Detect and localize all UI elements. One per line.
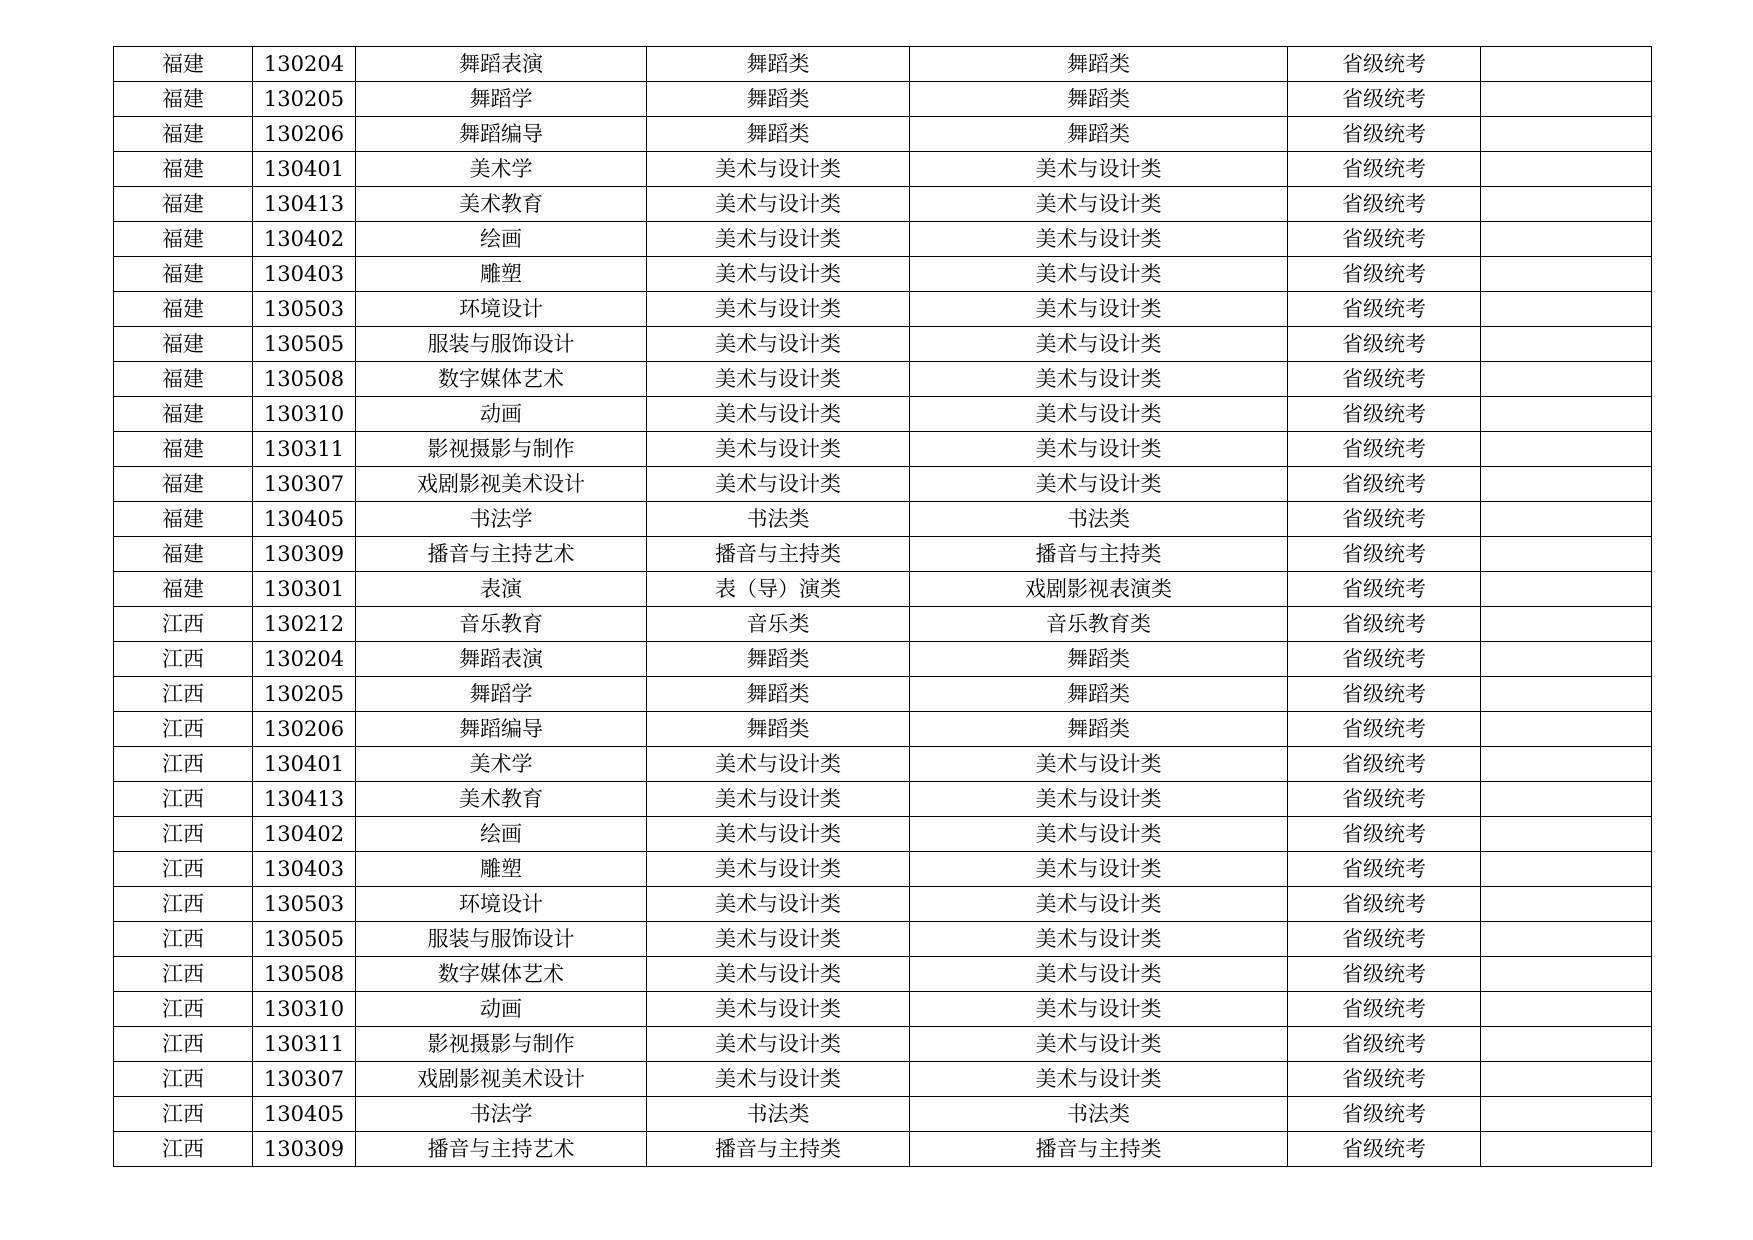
exam-category-cell: 美术与设计类 [910,957,1288,992]
table-row [114,152,1652,187]
major-code-cell: 130413 [253,782,356,817]
table-row [114,922,1652,957]
major-name-cell: 动画 [356,397,647,432]
province-cell: 江西 [114,1097,253,1132]
major-code-cell: 130505 [253,922,356,957]
province-cell: 福建 [114,362,253,397]
note-cell [1481,817,1652,852]
exam-category-cell: 美术与设计类 [910,222,1288,257]
major-category-table [113,46,1652,1167]
province-cell: 江西 [114,887,253,922]
exam-type-cell: 省级统考 [1288,957,1481,992]
major-name-cell: 舞蹈表演 [356,642,647,677]
major-name-cell: 播音与主持艺术 [356,537,647,572]
exam-category-cell: 舞蹈类 [910,82,1288,117]
note-cell [1481,257,1652,292]
exam-category-cell: 书法类 [910,502,1288,537]
province-cell: 福建 [114,257,253,292]
major-code-cell: 130206 [253,712,356,747]
major-code-cell: 130403 [253,852,356,887]
major-code-cell: 130309 [253,1132,356,1167]
exam-type-cell: 省级统考 [1288,817,1481,852]
category-cell: 美术与设计类 [647,257,910,292]
note-cell [1481,887,1652,922]
category-cell: 美术与设计类 [647,187,910,222]
exam-category-cell: 美术与设计类 [910,152,1288,187]
major-code-cell: 130503 [253,887,356,922]
exam-category-cell: 美术与设计类 [910,922,1288,957]
exam-category-cell: 美术与设计类 [910,362,1288,397]
table-row [114,642,1652,677]
exam-category-cell: 美术与设计类 [910,747,1288,782]
exam-type-cell: 省级统考 [1288,677,1481,712]
exam-type-cell: 省级统考 [1288,642,1481,677]
major-name-cell: 舞蹈学 [356,82,647,117]
exam-category-cell: 舞蹈类 [910,712,1288,747]
category-cell: 美术与设计类 [647,957,910,992]
exam-category-cell: 美术与设计类 [910,1062,1288,1097]
province-cell: 江西 [114,1027,253,1062]
major-name-cell: 舞蹈表演 [356,47,647,82]
note-cell [1481,992,1652,1027]
major-name-cell: 美术教育 [356,782,647,817]
major-name-cell: 绘画 [356,817,647,852]
exam-category-cell: 舞蹈类 [910,47,1288,82]
table-row [114,1132,1652,1167]
major-code-cell: 130309 [253,537,356,572]
major-name-cell: 服装与服饰设计 [356,327,647,362]
note-cell [1481,292,1652,327]
province-cell: 江西 [114,747,253,782]
note-cell [1481,117,1652,152]
category-cell: 美术与设计类 [647,782,910,817]
exam-type-cell: 省级统考 [1288,852,1481,887]
province-cell: 福建 [114,222,253,257]
province-cell: 江西 [114,992,253,1027]
exam-category-cell: 书法类 [910,1097,1288,1132]
province-cell: 福建 [114,47,253,82]
province-cell: 福建 [114,432,253,467]
note-cell [1481,47,1652,82]
province-cell: 江西 [114,712,253,747]
note-cell [1481,397,1652,432]
major-name-cell: 美术学 [356,152,647,187]
table-row [114,747,1652,782]
note-cell [1481,152,1652,187]
note-cell [1481,852,1652,887]
category-cell: 美术与设计类 [647,362,910,397]
major-name-cell: 舞蹈编导 [356,712,647,747]
province-cell: 福建 [114,152,253,187]
category-cell: 播音与主持类 [647,537,910,572]
note-cell [1481,677,1652,712]
major-name-cell: 环境设计 [356,887,647,922]
table-row [114,1062,1652,1097]
category-cell: 美术与设计类 [647,432,910,467]
exam-type-cell: 省级统考 [1288,467,1481,502]
major-name-cell: 绘画 [356,222,647,257]
exam-category-cell: 美术与设计类 [910,817,1288,852]
note-cell [1481,712,1652,747]
exam-category-cell: 舞蹈类 [910,117,1288,152]
exam-type-cell: 省级统考 [1288,292,1481,327]
major-code-cell: 130307 [253,467,356,502]
category-cell: 美术与设计类 [647,397,910,432]
exam-category-cell: 美术与设计类 [910,852,1288,887]
category-cell: 美术与设计类 [647,922,910,957]
note-cell [1481,432,1652,467]
province-cell: 江西 [114,852,253,887]
note-cell [1481,782,1652,817]
exam-type-cell: 省级统考 [1288,327,1481,362]
major-name-cell: 影视摄影与制作 [356,432,647,467]
major-code-cell: 130405 [253,1097,356,1132]
major-code-cell: 130307 [253,1062,356,1097]
note-cell [1481,747,1652,782]
major-name-cell: 动画 [356,992,647,1027]
exam-type-cell: 省级统考 [1288,502,1481,537]
major-code-cell: 130311 [253,432,356,467]
major-name-cell: 书法学 [356,502,647,537]
major-code-cell: 130204 [253,47,356,82]
table-row [114,187,1652,222]
note-cell [1481,642,1652,677]
major-name-cell: 影视摄影与制作 [356,1027,647,1062]
exam-category-cell: 音乐教育类 [910,607,1288,642]
major-name-cell: 数字媒体艺术 [356,362,647,397]
category-cell: 美术与设计类 [647,747,910,782]
major-code-cell: 130402 [253,222,356,257]
province-cell: 江西 [114,957,253,992]
exam-type-cell: 省级统考 [1288,117,1481,152]
exam-type-cell: 省级统考 [1288,747,1481,782]
exam-category-cell: 美术与设计类 [910,397,1288,432]
province-cell: 江西 [114,782,253,817]
exam-category-cell: 美术与设计类 [910,1027,1288,1062]
category-cell: 舞蹈类 [647,82,910,117]
category-cell: 舞蹈类 [647,117,910,152]
note-cell [1481,187,1652,222]
table-row [114,782,1652,817]
major-code-cell: 130204 [253,642,356,677]
major-name-cell: 雕塑 [356,257,647,292]
note-cell [1481,957,1652,992]
exam-type-cell: 省级统考 [1288,1132,1481,1167]
exam-type-cell: 省级统考 [1288,432,1481,467]
category-cell: 美术与设计类 [647,292,910,327]
category-cell: 音乐类 [647,607,910,642]
exam-type-cell: 省级统考 [1288,47,1481,82]
exam-category-cell: 美术与设计类 [910,992,1288,1027]
category-cell: 表（导）演类 [647,572,910,607]
major-code-cell: 130301 [253,572,356,607]
category-cell: 美术与设计类 [647,852,910,887]
category-cell: 播音与主持类 [647,1132,910,1167]
table-row [114,712,1652,747]
exam-type-cell: 省级统考 [1288,222,1481,257]
province-cell: 江西 [114,1132,253,1167]
category-cell: 舞蹈类 [647,677,910,712]
major-name-cell: 舞蹈学 [356,677,647,712]
province-cell: 福建 [114,572,253,607]
exam-type-cell: 省级统考 [1288,187,1481,222]
table-row [114,432,1652,467]
province-cell: 福建 [114,292,253,327]
major-name-cell: 环境设计 [356,292,647,327]
category-cell: 舞蹈类 [647,642,910,677]
major-code-cell: 130402 [253,817,356,852]
table-row [114,677,1652,712]
exam-type-cell: 省级统考 [1288,537,1481,572]
major-code-cell: 130311 [253,1027,356,1062]
note-cell [1481,222,1652,257]
major-name-cell: 表演 [356,572,647,607]
province-cell: 福建 [114,187,253,222]
table-body [114,47,1652,1167]
exam-type-cell: 省级统考 [1288,82,1481,117]
table-row [114,1097,1652,1132]
table-row [114,362,1652,397]
major-name-cell: 数字媒体艺术 [356,957,647,992]
table-row [114,607,1652,642]
exam-category-cell: 美术与设计类 [910,782,1288,817]
major-code-cell: 130405 [253,502,356,537]
note-cell [1481,1097,1652,1132]
major-code-cell: 130401 [253,152,356,187]
table-row [114,887,1652,922]
category-cell: 美术与设计类 [647,817,910,852]
province-cell: 福建 [114,327,253,362]
province-cell: 江西 [114,677,253,712]
exam-type-cell: 省级统考 [1288,922,1481,957]
exam-category-cell: 舞蹈类 [910,677,1288,712]
exam-type-cell: 省级统考 [1288,992,1481,1027]
exam-type-cell: 省级统考 [1288,397,1481,432]
note-cell [1481,537,1652,572]
table-row [114,537,1652,572]
exam-category-cell: 播音与主持类 [910,1132,1288,1167]
category-cell: 书法类 [647,1097,910,1132]
province-cell: 福建 [114,467,253,502]
note-cell [1481,327,1652,362]
province-cell: 福建 [114,502,253,537]
province-cell: 福建 [114,397,253,432]
category-cell: 美术与设计类 [647,887,910,922]
exam-type-cell: 省级统考 [1288,607,1481,642]
category-cell: 美术与设计类 [647,1062,910,1097]
table-row [114,47,1652,82]
major-code-cell: 130413 [253,187,356,222]
exam-category-cell: 美术与设计类 [910,327,1288,362]
major-name-cell: 戏剧影视美术设计 [356,467,647,502]
major-code-cell: 130508 [253,362,356,397]
category-cell: 舞蹈类 [647,712,910,747]
major-code-cell: 130310 [253,397,356,432]
exam-type-cell: 省级统考 [1288,1062,1481,1097]
table-row [114,222,1652,257]
exam-type-cell: 省级统考 [1288,712,1481,747]
major-name-cell: 戏剧影视美术设计 [356,1062,647,1097]
major-code-cell: 130403 [253,257,356,292]
note-cell [1481,607,1652,642]
province-cell: 江西 [114,642,253,677]
table-row [114,327,1652,362]
table-row [114,957,1652,992]
province-cell: 江西 [114,1062,253,1097]
table-row [114,397,1652,432]
major-name-cell: 美术教育 [356,187,647,222]
exam-category-cell: 美术与设计类 [910,467,1288,502]
exam-category-cell: 美术与设计类 [910,257,1288,292]
category-cell: 美术与设计类 [647,467,910,502]
province-cell: 福建 [114,82,253,117]
table-row [114,572,1652,607]
major-name-cell: 书法学 [356,1097,647,1132]
province-cell: 江西 [114,607,253,642]
category-cell: 美术与设计类 [647,327,910,362]
exam-type-cell: 省级统考 [1288,152,1481,187]
note-cell [1481,922,1652,957]
exam-type-cell: 省级统考 [1288,257,1481,292]
exam-category-cell: 美术与设计类 [910,887,1288,922]
exam-category-cell: 舞蹈类 [910,642,1288,677]
note-cell [1481,467,1652,502]
exam-category-cell: 美术与设计类 [910,292,1288,327]
exam-type-cell: 省级统考 [1288,572,1481,607]
note-cell [1481,1132,1652,1167]
table-row [114,852,1652,887]
major-code-cell: 130310 [253,992,356,1027]
note-cell [1481,82,1652,117]
table-row [114,292,1652,327]
exam-type-cell: 省级统考 [1288,1027,1481,1062]
table-row [114,502,1652,537]
exam-category-cell: 美术与设计类 [910,432,1288,467]
major-name-cell: 服装与服饰设计 [356,922,647,957]
major-name-cell: 美术学 [356,747,647,782]
exam-type-cell: 省级统考 [1288,362,1481,397]
category-cell: 书法类 [647,502,910,537]
exam-type-cell: 省级统考 [1288,782,1481,817]
table-row [114,82,1652,117]
major-code-cell: 130505 [253,327,356,362]
major-code-cell: 130206 [253,117,356,152]
major-code-cell: 130401 [253,747,356,782]
table-row [114,992,1652,1027]
province-cell: 福建 [114,537,253,572]
exam-type-cell: 省级统考 [1288,887,1481,922]
category-cell: 美术与设计类 [647,992,910,1027]
major-code-cell: 130212 [253,607,356,642]
major-code-cell: 130503 [253,292,356,327]
category-cell: 舞蹈类 [647,47,910,82]
major-name-cell: 音乐教育 [356,607,647,642]
table-row [114,467,1652,502]
exam-category-cell: 播音与主持类 [910,537,1288,572]
note-cell [1481,1062,1652,1097]
table-row [114,257,1652,292]
major-code-cell: 130205 [253,677,356,712]
table-row [114,117,1652,152]
province-cell: 江西 [114,817,253,852]
major-name-cell: 雕塑 [356,852,647,887]
note-cell [1481,1027,1652,1062]
exam-category-cell: 美术与设计类 [910,187,1288,222]
major-code-cell: 130508 [253,957,356,992]
category-cell: 美术与设计类 [647,222,910,257]
note-cell [1481,502,1652,537]
province-cell: 江西 [114,922,253,957]
category-cell: 美术与设计类 [647,152,910,187]
major-code-cell: 130205 [253,82,356,117]
province-cell: 福建 [114,117,253,152]
table-row [114,817,1652,852]
exam-category-cell: 戏剧影视表演类 [910,572,1288,607]
table-row [114,1027,1652,1062]
exam-type-cell: 省级统考 [1288,1097,1481,1132]
category-cell: 美术与设计类 [647,1027,910,1062]
note-cell [1481,572,1652,607]
major-name-cell: 舞蹈编导 [356,117,647,152]
note-cell [1481,362,1652,397]
major-name-cell: 播音与主持艺术 [356,1132,647,1167]
